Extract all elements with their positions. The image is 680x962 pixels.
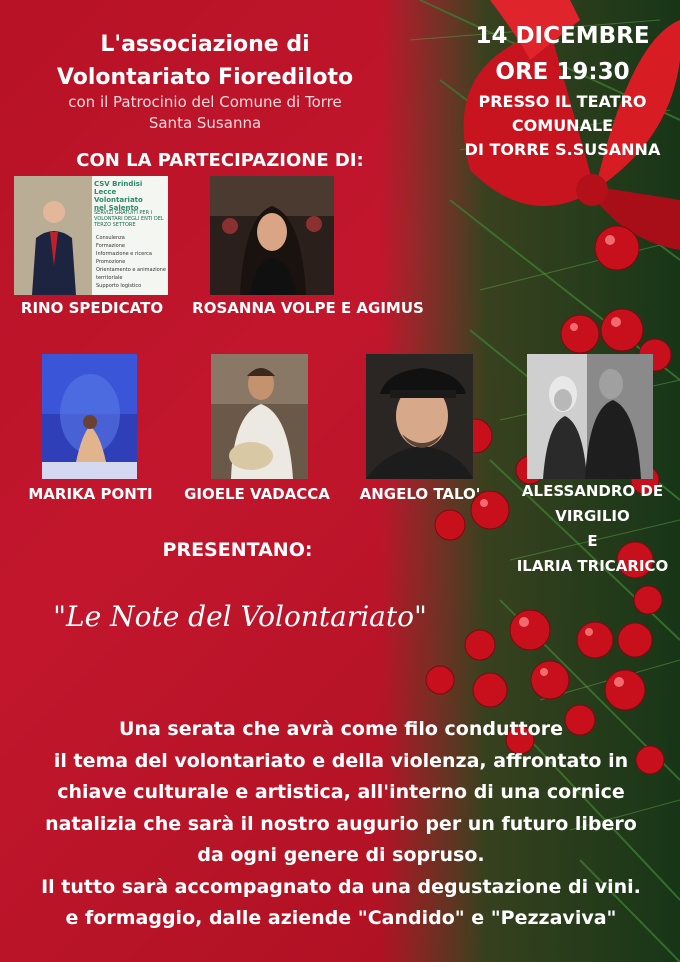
name-angelo-talo: ANGELO TALO'	[359, 485, 481, 503]
patronage-line-1: con il Patrocinio del Comune di Torre	[68, 93, 342, 111]
photo-gioele-vadacca	[211, 354, 308, 479]
description-line: natalizia che sarà il nostro augurio per un futuro libero	[45, 812, 637, 835]
participation-heading: CON LA PARTECIPAZIONE DI:	[76, 150, 364, 171]
poster-item: Informazione e ricerca	[96, 251, 152, 257]
poster-services: SERVIZI GRATUITI PER I VOLONTARI DEGLI ENTI DEL TERZO SETTORE	[94, 210, 164, 228]
event-date: 14 DICEMBRE	[475, 23, 650, 49]
photo-rino-spedicato	[14, 176, 168, 295]
poster-line-3: nel Salento	[94, 204, 139, 212]
name-line-2: VIRGILIO	[555, 507, 630, 525]
name-gioele-vadacca: GIOELE VADACCA	[184, 485, 330, 503]
poster-item: Promozione	[96, 259, 126, 265]
org-name	[40, 28, 370, 94]
org-line-2: Volontariato Fiorediloto	[56, 65, 354, 90]
description-line: e formaggio, dalle aziende "Candido" e "Pezzaviva"	[65, 907, 617, 929]
description-line: da ogni genere di sopruso.	[197, 844, 485, 866]
show-title: "Le Note del Volontariato"	[53, 600, 427, 633]
event-time: ORE 19:30	[495, 59, 630, 85]
event-datetime	[460, 18, 665, 90]
poster-item: Supporto logistico	[96, 283, 142, 289]
photo-marika-ponti	[42, 354, 137, 479]
poster-line-2: Volontariato	[94, 196, 143, 204]
patronage	[30, 92, 380, 134]
event-description	[18, 714, 664, 935]
name-line-1: ALESSANDRO DE	[521, 482, 664, 500]
description-line: Una serata che avrà come filo conduttore	[119, 718, 563, 740]
description-line: chiave culturale e artistica, all'interno di una cornice	[57, 781, 625, 803]
description-line: il tema del volontariato e della violenza, affrontato in	[53, 749, 629, 772]
name-rino-spedicato: RINO SPEDICATO	[20, 299, 164, 317]
patronage-line-2: Santa Susanna	[148, 114, 262, 132]
name-line-4: ILARIA TRICARICO	[516, 557, 669, 575]
photo-rosanna-volpe	[210, 176, 334, 295]
poster-line-1: CSV Brindisi Lecce	[94, 180, 143, 196]
name-alessandro-ilaria	[505, 479, 680, 579]
name-marika-ponti: MARIKA PONTI	[28, 485, 153, 503]
org-line-1: L'associazione di	[100, 32, 310, 57]
description-line: Il tutto sarà accompagnato da una degustazione di vini.	[41, 875, 641, 898]
name-line-3: E	[587, 532, 598, 550]
place-line-1: PRESSO IL TEATRO	[478, 92, 647, 111]
place-line-2: COMUNALE	[511, 116, 614, 135]
poster-item: Formazione	[96, 243, 125, 249]
name-rosanna-volpe: ROSANNA VOLPE E AGIMUS	[192, 299, 424, 317]
photo-alessandro-ilaria	[527, 354, 653, 479]
photo-angelo-talo	[366, 354, 473, 479]
event-place	[455, 90, 670, 162]
poster-logo-text	[94, 180, 166, 212]
poster-item: Orientamento e animazione territoriale	[96, 267, 166, 281]
poster-items	[96, 234, 166, 290]
presentano-label: PRESENTANO:	[162, 539, 313, 561]
poster-item: Consulenza	[96, 235, 125, 241]
place-line-3: DI TORRE S.SUSANNA	[464, 140, 661, 159]
